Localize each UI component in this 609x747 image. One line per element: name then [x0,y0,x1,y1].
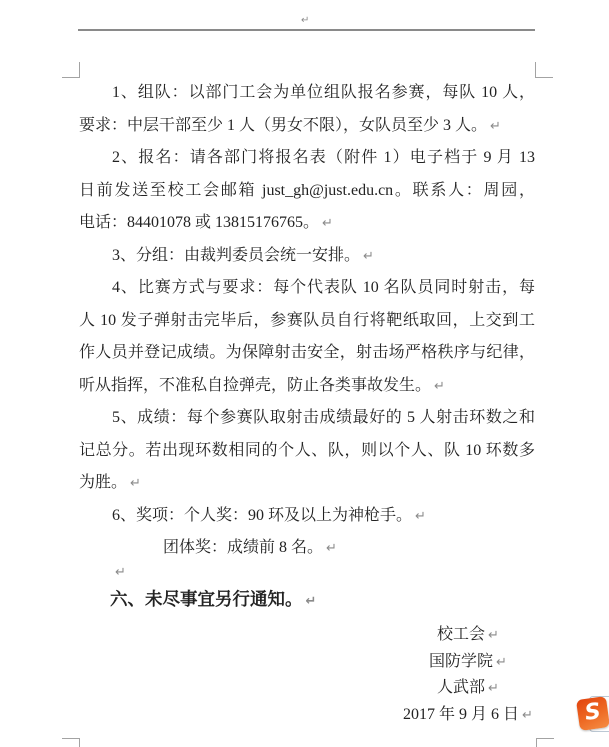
signature-line[interactable]: 人武部 ↵ [437,679,499,696]
doc-line[interactable]: 5、成绩：每个参赛队取射击成绩最好的 5 人射击环数之和 [112,409,535,426]
closing-line[interactable]: 六、未尽事宜另行通知。 ↵ [110,589,317,609]
text-boundary-mark-top-left-icon [62,62,80,78]
wps-s-icon[interactable]: S [576,696,609,731]
paragraph-mark-icon: ↵ [488,628,499,643]
paragraph-mark-icon: ↵ [522,707,533,723]
paragraph-mark-icon: ↵ [496,654,507,670]
text-boundary-mark-bottom-right-icon [536,738,554,747]
doc-line[interactable]: 电话：84401078 或 13815176765。 ↵ [79,214,333,231]
paragraph-mark-icon: ↵ [363,248,374,264]
doc-line[interactable]: 团体奖：成绩前 8 名。 ↵ [163,539,337,556]
signature-date-line[interactable]: 2017 年 9 月 6 日 ↵ [403,705,533,723]
doc-line[interactable]: 4、比赛方式与要求：每个代表队 10 名队员同时射击，每 [112,279,535,296]
paragraph-mark-icon: ↵ [488,681,499,696]
doc-line[interactable]: 6、奖项：个人奖：90 环及以上为神枪手。 ↵ [112,506,426,524]
doc-line[interactable]: 要求：中层干部至少 1 人（男女不限），女队员至少 3 人。 ↵ [79,116,501,134]
doc-line[interactable]: 1、组队：以部门工会为单位组队报名参赛，每队 10 人， [112,84,535,101]
paragraph-mark-icon: ↵ [326,541,337,556]
signature-block[interactable] [380,622,556,728]
doc-line[interactable]: 作人员并登记成绩。为保障射击安全，射击场严格秩序与纪律， [79,344,535,361]
doc-line[interactable]: 为胜。 ↵ [79,474,141,491]
doc-line[interactable]: 人 10 发子弹射击完毕后，参赛队员自行将靶纸取回，上交到工 [79,311,535,329]
signature-line[interactable]: 国防学院 ↵ [429,652,507,670]
paragraph-mark-icon: ↵ [305,594,317,609]
doc-line[interactable]: 2、报名：请各部门将报名表（附件 1）电子档于 9 月 13 [112,149,535,166]
page-top-rule [78,29,535,31]
paragraph-mark-icon: ↵ [434,378,445,394]
doc-line[interactable]: 日前发送至校工会邮箱 just_gh@just.edu.cn。联系人：周园， [79,181,535,199]
signature-line[interactable]: 校工会 ↵ [437,626,499,643]
doc-line[interactable]: 记总分。若出现环数相同的个人、队，则以个人、队 10 环数多 [79,441,535,459]
document-body[interactable] [79,77,535,565]
doc-line[interactable]: 听从指挥，不准私自捡弹壳，防止各类事故发生。 ↵ [79,376,445,394]
doc-line[interactable]: 3、分组：由裁判委员会统一安排。 ↵ [112,246,374,264]
text-boundary-mark-top-right-icon [535,62,553,78]
paragraph-mark-icon: ↵ [415,508,426,524]
paragraph-mark-icon: ↵ [322,216,333,231]
paragraph-mark-icon: ↵ [115,565,126,580]
text-boundary-mark-bottom-left-icon [62,738,80,747]
stray-paragraph-mark-icon: ↵ [301,15,310,26]
paragraph-mark-icon: ↵ [490,118,501,134]
paragraph-mark-icon: ↵ [130,476,141,491]
